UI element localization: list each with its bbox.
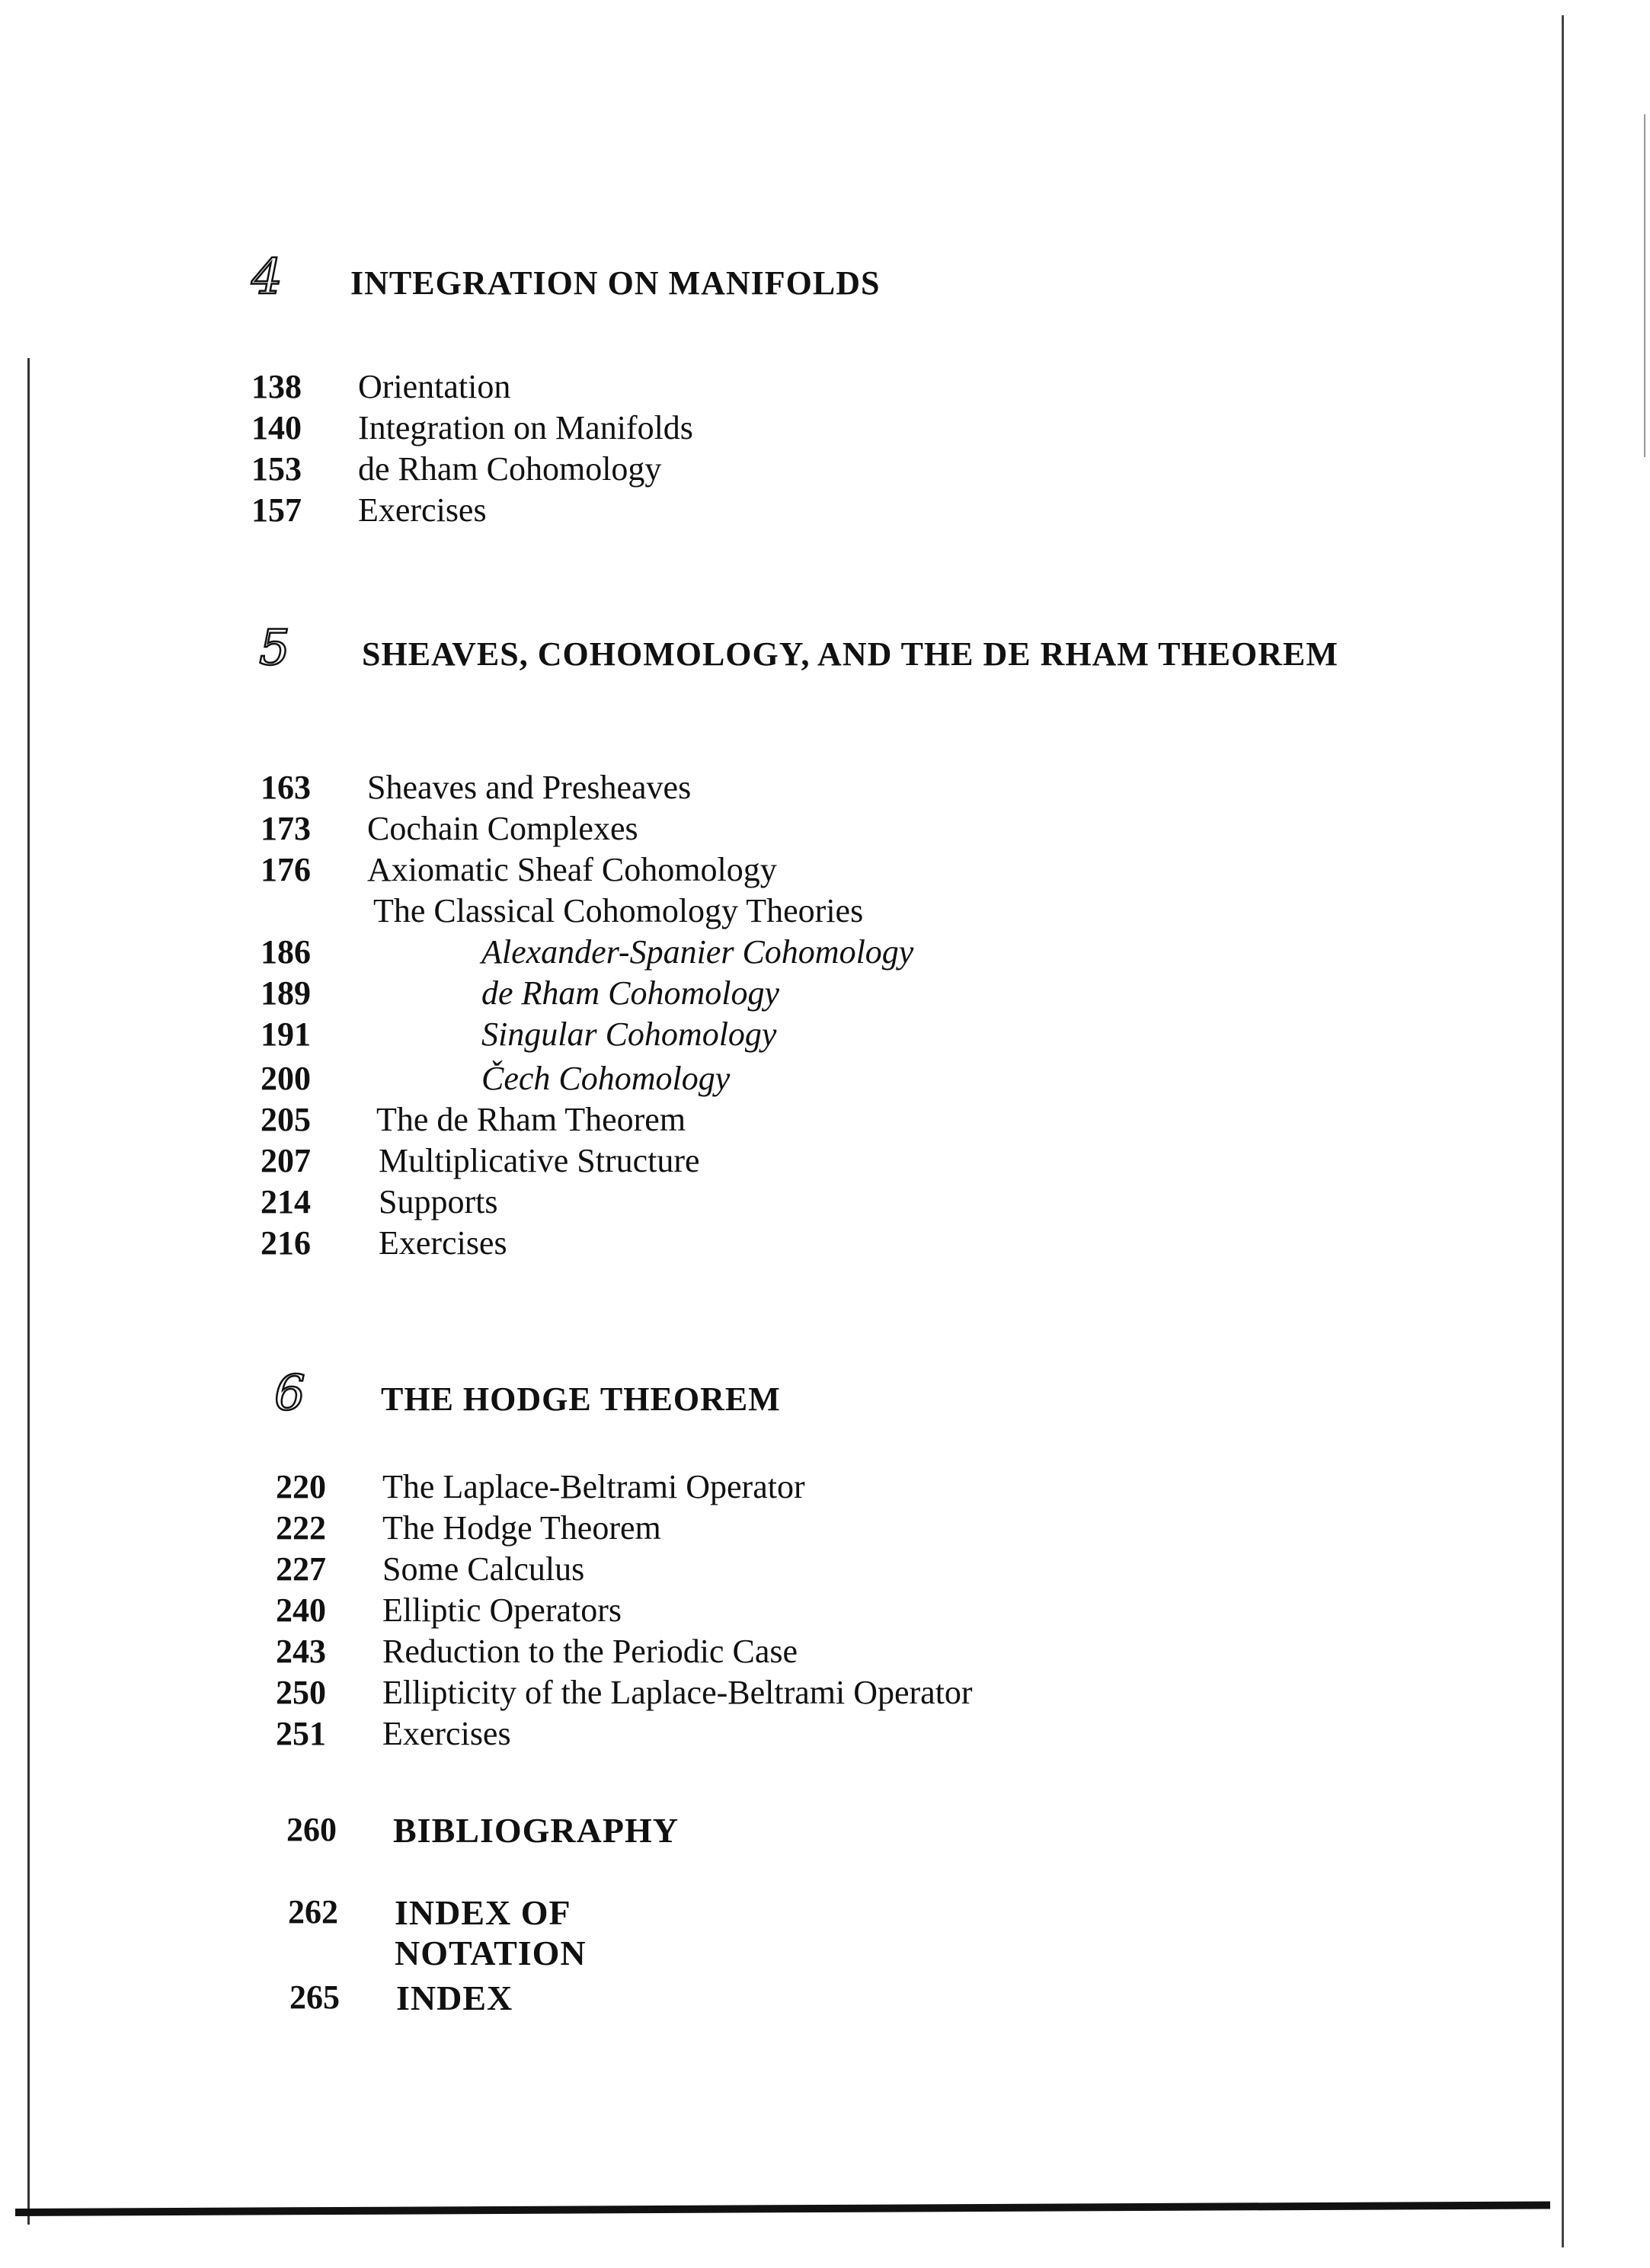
entry-label: Cochain Complexes xyxy=(367,810,638,847)
entry-label: Exercises xyxy=(379,1224,507,1262)
entry-label: Axiomatic Sheaf Cohomology xyxy=(367,851,777,888)
scan-right-edge xyxy=(1562,15,1564,2247)
entry-page: 222 xyxy=(276,1509,326,1547)
entry-label: Integration on Manifolds xyxy=(358,409,693,446)
entry-label: The Laplace-Beltrami Operator xyxy=(382,1468,805,1505)
entry-label: Sheaves and Presheaves xyxy=(367,769,692,806)
entry-page: 173 xyxy=(261,810,311,847)
entry-page: 216 xyxy=(261,1224,311,1262)
entry-label: Multiplicative Structure xyxy=(379,1142,700,1179)
entry-page: 200 xyxy=(261,1060,311,1097)
entry-label: Reduction to the Periodic Case xyxy=(382,1633,798,1670)
entry-label: Ellipticity of the Laplace-Beltrami Operator xyxy=(382,1674,973,1711)
scan-left-edge xyxy=(27,358,30,2225)
entry-label: The Hodge Theorem xyxy=(382,1509,661,1547)
scan-bottom-edge xyxy=(15,2202,1550,2216)
entry-label: Elliptic Operators xyxy=(382,1591,622,1629)
chapter-title: THE HODGE THEOREM xyxy=(381,1380,781,1418)
entry-page: 262 xyxy=(288,1893,338,1931)
entry-label: Exercises xyxy=(358,491,487,529)
entry-page: 153 xyxy=(251,450,302,488)
entry-label: Čech Cohomology xyxy=(481,1060,731,1097)
entry-page: 205 xyxy=(261,1101,311,1138)
entry-label: Orientation xyxy=(358,368,511,405)
entry-page: 214 xyxy=(261,1183,311,1220)
entry-page: 207 xyxy=(261,1142,311,1179)
entry-page: 189 xyxy=(261,974,311,1012)
entry-page: 163 xyxy=(261,769,311,806)
chapter-number: 5 xyxy=(259,620,290,677)
entry-label: INDEX xyxy=(396,1979,513,2017)
entry-page: 191 xyxy=(261,1016,311,1053)
entry-page: 260 xyxy=(286,1811,337,1848)
entry-label: Exercises xyxy=(382,1715,511,1752)
entry-label: Singular Cohomology xyxy=(481,1016,777,1053)
entry-page: 138 xyxy=(251,368,302,405)
entry-page: 251 xyxy=(276,1715,326,1752)
chapter-title: INTEGRATION ON MANIFOLDS xyxy=(350,264,881,302)
entry-label: Supports xyxy=(379,1183,498,1220)
entry-page: 240 xyxy=(276,1591,326,1629)
scan-far-edge xyxy=(1644,114,1645,457)
entry-page: 220 xyxy=(276,1468,326,1505)
entry-page: 186 xyxy=(261,933,311,971)
entry-page: 140 xyxy=(251,409,302,446)
entry-label: The Classical Cohomology Theories xyxy=(373,892,864,929)
entry-label: BIBLIOGRAPHY xyxy=(393,1811,679,1850)
entry-label: INDEX OF NOTATION xyxy=(395,1893,587,1972)
chapter-number: 4 xyxy=(251,249,283,305)
entry-label: The de Rham Theorem xyxy=(376,1101,686,1138)
entry-page: 176 xyxy=(261,851,311,888)
entry-label: Some Calculus xyxy=(382,1550,585,1588)
entry-page: 243 xyxy=(276,1633,326,1670)
entry-page: 250 xyxy=(276,1674,326,1711)
chapter-title: SHEAVES, COHOMOLOGY, AND THE DE RHAM THEOREM xyxy=(362,635,1338,673)
entry-page: 227 xyxy=(276,1550,326,1588)
entry-label: de Rham Cohomology xyxy=(358,450,662,488)
entry-label: de Rham Cohomology xyxy=(481,974,780,1012)
chapter-number: 6 xyxy=(274,1365,305,1422)
entry-page: 157 xyxy=(251,491,302,529)
entry-label: Alexander-Spanier Cohomology xyxy=(481,933,914,971)
entry-page: 265 xyxy=(289,1979,340,2016)
